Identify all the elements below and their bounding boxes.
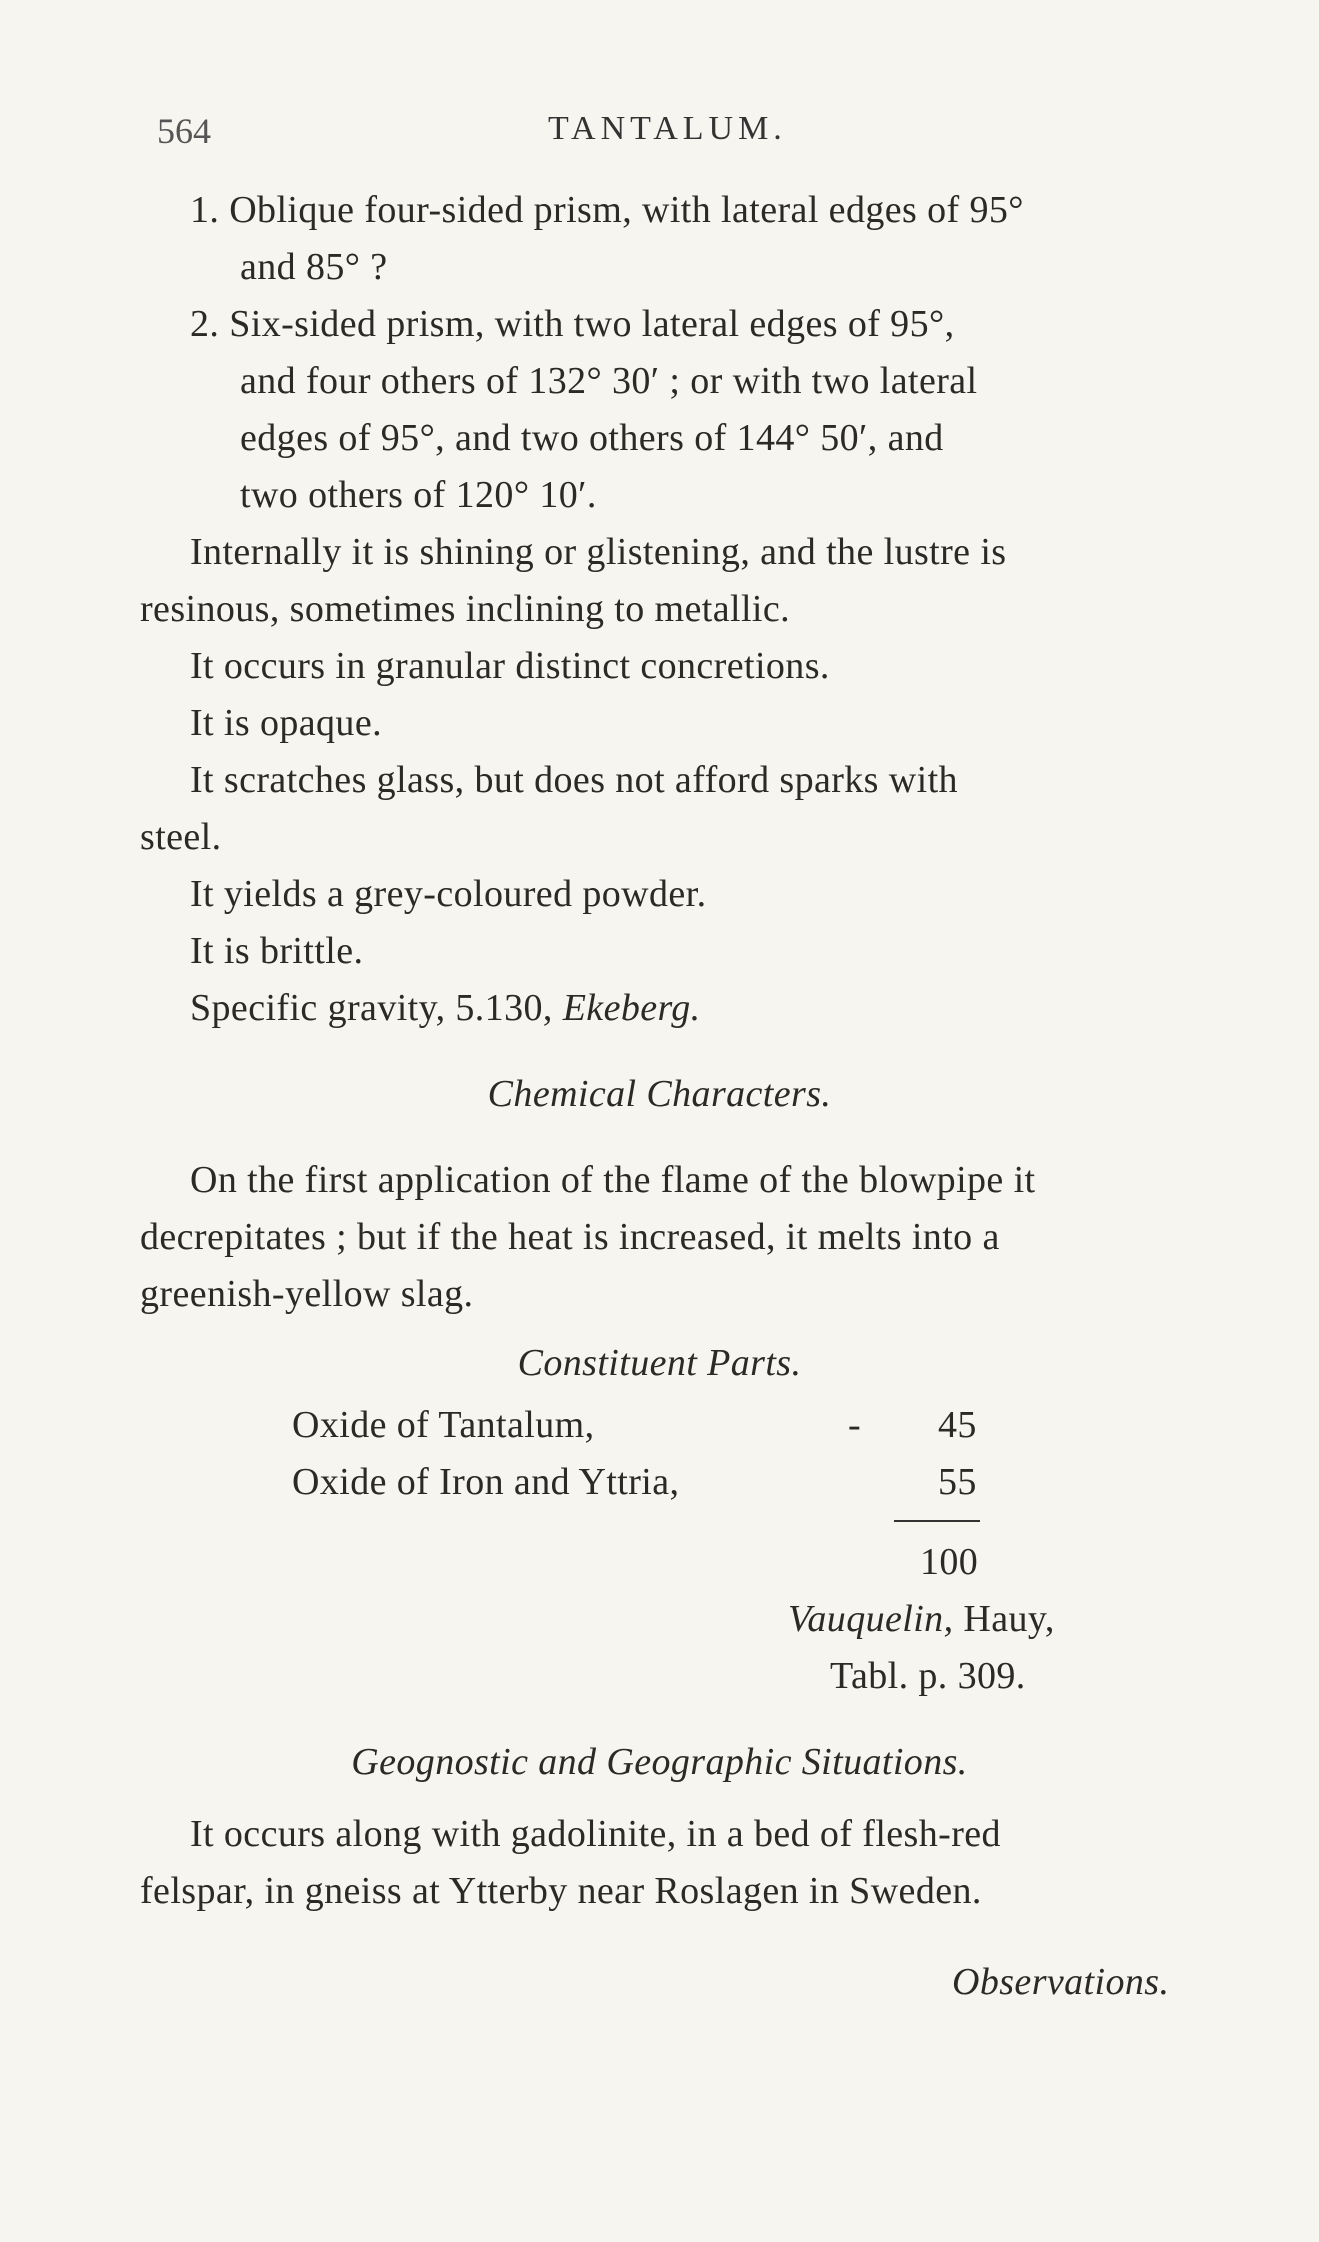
- constituent-value: 55: [938, 1461, 977, 1503]
- source-citation: [788, 1591, 1055, 1648]
- form-2-line-3: edges of 95°, and two others of 144° 50′, and: [240, 417, 944, 459]
- geognostic-line: felspar, in gneiss at Ytterby near Roslagen in Sweden.: [140, 1870, 982, 1912]
- specific-gravity: [190, 980, 701, 1037]
- source-reference: Tabl. p. 309.: [830, 1655, 1026, 1697]
- property-line: resinous, sometimes inclining to metallic.: [140, 588, 791, 630]
- source-rest: Hauy,: [963, 1598, 1055, 1640]
- property-line: It yields a grey-coloured powder.: [190, 873, 707, 915]
- geognostic-line: It occurs along with gadolinite, in a bed of flesh-red: [190, 1813, 1001, 1855]
- constituent-total: 100: [920, 1541, 979, 1583]
- property-line: It occurs in granular distinct concretions.: [190, 645, 830, 687]
- form-2-line-4: two others of 120° 10′.: [240, 474, 597, 516]
- specific-gravity-text: Specific gravity, 5.130,: [190, 987, 553, 1029]
- chemical-line: greenish-yellow slag.: [140, 1273, 474, 1315]
- constituent-name: Oxide of Tantalum,: [292, 1404, 595, 1446]
- property-line: It is brittle.: [190, 930, 364, 972]
- catchword: Observations.: [952, 1961, 1170, 2003]
- constituent-value: 45: [938, 1404, 977, 1446]
- chemical-heading: Chemical Characters.: [487, 1073, 832, 1115]
- constituent-dash: -: [848, 1404, 862, 1446]
- form-1-line-2: and 85° ?: [240, 246, 388, 288]
- form-2-line-2: and four others of 132° 30′ ; or with two lateral: [240, 360, 978, 402]
- specific-gravity-authority: Ekeberg.: [562, 987, 701, 1029]
- running-title: TANTALUM.: [548, 110, 787, 147]
- constituent-name: Oxide of Iron and Yttria,: [292, 1461, 680, 1503]
- source-author: Vauquelin,: [788, 1598, 954, 1640]
- property-line: It scratches glass, but does not afford sparks with: [190, 759, 958, 801]
- form-2-line-1: 2. Six-sided prism, with two lateral edges of 95°,: [190, 303, 955, 345]
- chemical-line: On the first application of the flame of the blowpipe it: [190, 1159, 1036, 1201]
- property-line: Internally it is shining or glistening, and the lustre is: [190, 531, 1007, 573]
- form-1-line-1: 1. Oblique four-sided prism, with lateral edges of 95°: [190, 189, 1024, 231]
- page-number: 564: [157, 111, 211, 151]
- constituents-heading: Constituent Parts.: [517, 1342, 802, 1384]
- property-line: It is opaque.: [190, 702, 382, 744]
- sum-rule: [894, 1520, 980, 1522]
- geognostic-heading: Geognostic and Geographic Situations.: [351, 1741, 968, 1783]
- chemical-line: decrepitates ; but if the heat is increased, it melts into a: [140, 1216, 1000, 1258]
- property-line: steel.: [140, 816, 222, 858]
